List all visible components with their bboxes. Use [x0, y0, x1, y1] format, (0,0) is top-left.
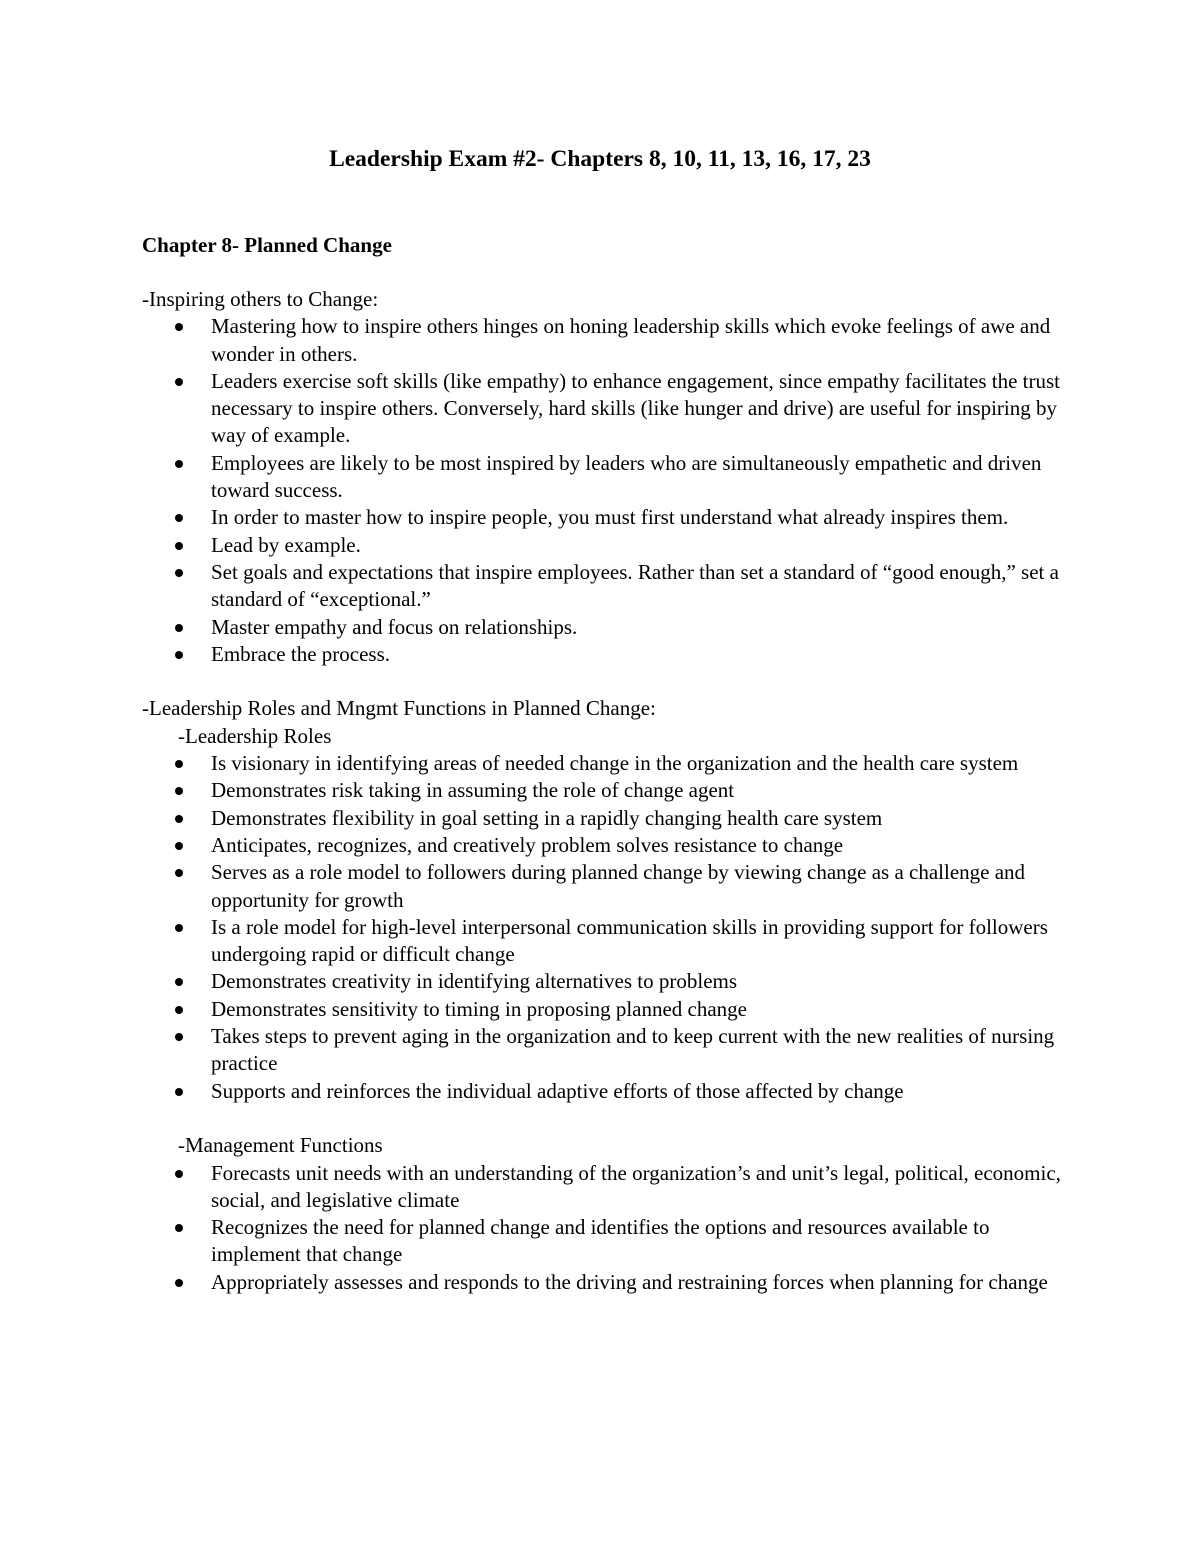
list-item-text: Master empathy and focus on relationships. [211, 614, 578, 639]
document-title: Leadership Exam #2- Chapters 8, 10, 11, 13, 16, 17, 23 [329, 146, 871, 172]
spacer [142, 1105, 1062, 1132]
bullet-icon [175, 787, 183, 795]
list-item [142, 777, 1062, 804]
bullet-icon [175, 1006, 183, 1014]
list-item [142, 750, 1062, 777]
chapter-heading: Chapter 8- Planned Change [142, 233, 392, 257]
bullet-icon [175, 978, 183, 986]
list-item-text: Is a role model for high-level interpersonal communication skills in providing support for followers undergoing rapid or difficult change [211, 914, 1048, 967]
list-item [142, 559, 1062, 614]
section-label-roles-functions: -Leadership Roles and Mngmt Functions in Planned Change: [142, 696, 656, 721]
list-item [142, 1160, 1062, 1215]
list-item-text: Mastering how to inspire others hinges on honing leadership skills which evoke feelings of awe and wonder in others. [211, 314, 1051, 366]
list-item-text: Embrace the process. [211, 641, 391, 666]
sub-label-management-functions: -Management Functions [178, 1133, 383, 1158]
list-item-text: Serves as a role model to followers during planned change by viewing change as a challenge and opportunity for growth [211, 860, 1026, 912]
list-item-text: Demonstrates flexibility in goal setting in a rapidly changing health care system [211, 805, 883, 830]
spacer [142, 668, 1062, 695]
bullet-icon [175, 760, 183, 768]
bullet-icon [175, 542, 183, 550]
document-body [142, 286, 1062, 1296]
sub-label-leadership-roles: -Leadership Roles [178, 723, 332, 748]
list-item [142, 968, 1062, 995]
inspiring-list [142, 313, 1062, 668]
list-item-text: Forecasts unit needs with an understanding of the organization’s and unit’s legal, political, economic, social, and legislative climate [211, 1160, 1061, 1212]
list-item [142, 1078, 1062, 1105]
list-item-text: In order to master how to inspire people, you must first understand what already inspires them. [211, 505, 1009, 530]
list-item-text: Employees are likely to be most inspired by leaders who are simultaneously empathetic and driven toward success. [211, 450, 1042, 503]
bullet-icon [175, 1033, 183, 1041]
list-item-text: Demonstrates risk taking in assuming the role of change agent [211, 778, 735, 803]
list-item-text: Supports and reinforces the individual adaptive efforts of those affected by change [211, 1078, 904, 1103]
list-item [142, 641, 1062, 668]
list-item-text: Lead by example. [211, 532, 361, 557]
bullet-icon [175, 460, 183, 468]
bullet-icon [175, 323, 183, 331]
list-item [142, 805, 1062, 832]
bullet-icon [175, 624, 183, 632]
list-item [142, 914, 1062, 969]
list-item [142, 1269, 1062, 1296]
list-item [142, 1023, 1062, 1078]
bullet-icon [175, 1279, 183, 1287]
list-item-text: Recognizes the need for planned change and identifies the options and resources available to implement that change [211, 1215, 990, 1267]
bullet-icon [175, 514, 183, 522]
list-item [142, 859, 1062, 914]
bullet-icon [175, 378, 183, 386]
list-item [142, 532, 1062, 559]
list-item [142, 504, 1062, 531]
bullet-icon [175, 869, 183, 877]
leadership-roles-list [142, 750, 1062, 1105]
list-item [142, 1214, 1062, 1269]
list-item [142, 996, 1062, 1023]
list-item [142, 313, 1062, 368]
list-item-text: Takes steps to prevent aging in the organization and to keep current with the new realities of nursing practice [211, 1024, 1055, 1076]
bullet-icon [175, 1170, 183, 1178]
management-functions-list [142, 1160, 1062, 1296]
bullet-icon [175, 651, 183, 659]
list-item-text: Demonstrates creativity in identifying alternatives to problems [211, 969, 738, 994]
list-item [142, 832, 1062, 859]
bullet-icon [175, 1224, 183, 1232]
list-item-text: Leaders exercise soft skills (like empathy) to enhance engagement, since empathy facilitates the trust necessary to inspire others. Conversely, hard skills (like hunger and drive) are useful for inspiring by way of example. [211, 368, 1061, 448]
list-item [142, 450, 1062, 505]
list-item-text: Anticipates, recognizes, and creatively problem solves resistance to change [211, 832, 844, 857]
list-item [142, 614, 1062, 641]
bullet-icon [175, 924, 183, 932]
bullet-icon [175, 1088, 183, 1096]
list-item-text: Is visionary in identifying areas of needed change in the organization and the health care system [211, 751, 1019, 776]
bullet-icon [175, 842, 183, 850]
bullet-icon [175, 815, 183, 823]
bullet-icon [175, 569, 183, 577]
list-item [142, 368, 1062, 450]
list-item-text: Demonstrates sensitivity to timing in proposing planned change [211, 996, 748, 1021]
list-item-text: Set goals and expectations that inspire employees. Rather than set a standard of “good enough,” set a standard of “exceptional.” [211, 559, 1059, 612]
section-label-inspiring: -Inspiring others to Change: [142, 287, 379, 311]
list-item-text: Appropriately assesses and responds to the driving and restraining forces when planning for change [211, 1269, 1048, 1294]
